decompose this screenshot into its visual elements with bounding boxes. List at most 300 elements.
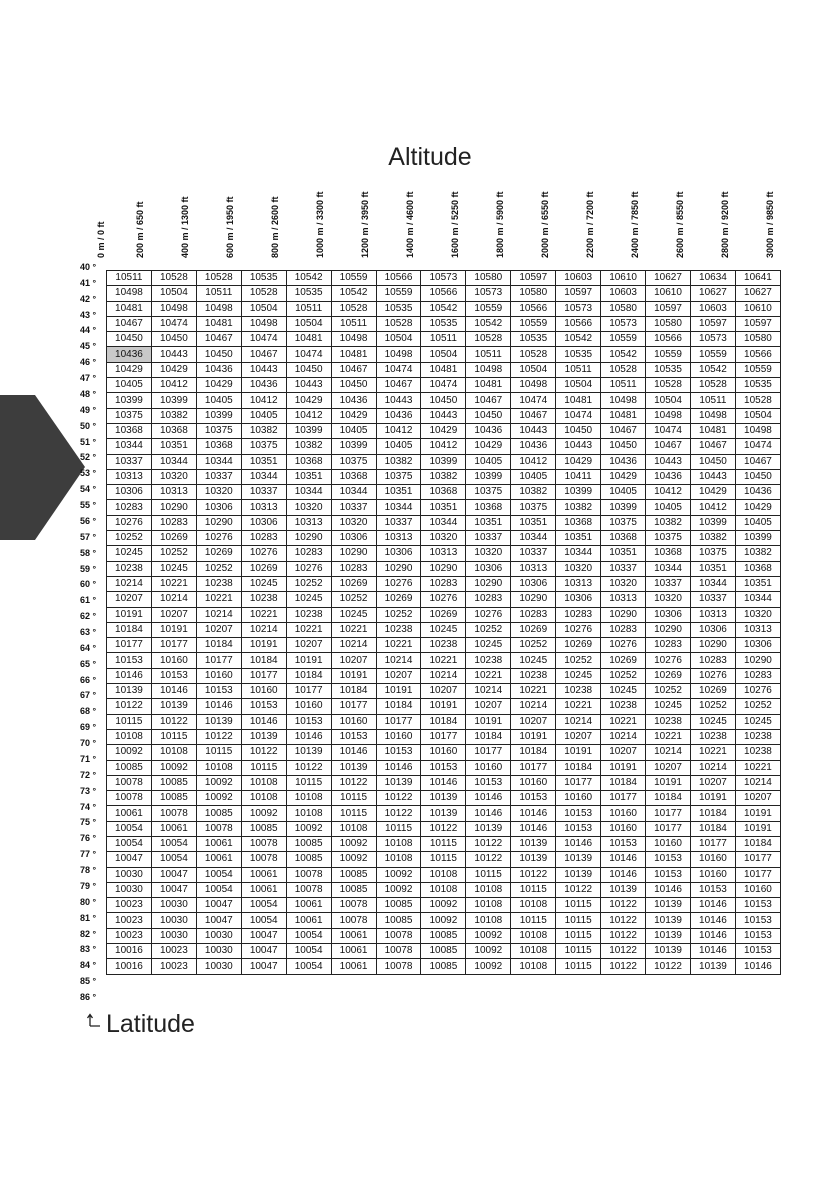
altitude-label-text: 0 m / 0 ft <box>96 221 106 258</box>
table-cell: 10450 <box>196 347 241 362</box>
table-cell: 10405 <box>601 485 646 500</box>
table-cell: 10047 <box>241 928 286 943</box>
table-cell: 10085 <box>286 836 331 851</box>
table-cell: 10504 <box>241 301 286 316</box>
table-cell: 10405 <box>331 423 376 438</box>
table-cell: 10399 <box>421 454 466 469</box>
table-row <box>107 622 781 637</box>
table-row <box>107 531 781 546</box>
table-cell: 10511 <box>556 362 601 377</box>
table-cell: 10283 <box>466 592 511 607</box>
table-cell: 10566 <box>735 347 780 362</box>
table-cell: 10337 <box>376 515 421 530</box>
table-cell: 10160 <box>331 714 376 729</box>
table-cell: 10153 <box>556 806 601 821</box>
table-cell: 10252 <box>376 607 421 622</box>
altitude-label-text: 1400 m / 4600 ft <box>404 191 415 258</box>
table-cell: 10160 <box>601 821 646 836</box>
table-cell: 10351 <box>511 515 556 530</box>
table-cell: 10344 <box>241 469 286 484</box>
table-cell: 10160 <box>376 729 421 744</box>
table-cell: 10474 <box>241 332 286 347</box>
altitude-label-text: 400 m / 1300 ft <box>179 196 190 258</box>
table-cell: 10160 <box>421 745 466 760</box>
table-cell: 10054 <box>241 898 286 913</box>
table-cell: 10337 <box>690 592 735 607</box>
table-cell: 10139 <box>241 729 286 744</box>
latitude-label: 78 ° <box>80 865 97 876</box>
latitude-label: 85 ° <box>80 976 97 987</box>
table-cell: 10467 <box>466 393 511 408</box>
table-cell: 10078 <box>376 944 421 959</box>
table-cell: 10108 <box>511 928 556 943</box>
table-cell: 10115 <box>151 729 196 744</box>
table-cell: 10504 <box>421 347 466 362</box>
altitude-label <box>583 191 597 258</box>
table-cell: 10092 <box>196 791 241 806</box>
table-cell: 10443 <box>646 454 691 469</box>
table-cell: 10443 <box>286 378 331 393</box>
table-cell: 10450 <box>735 469 780 484</box>
table-cell: 10139 <box>286 745 331 760</box>
table-cell: 10412 <box>151 378 196 393</box>
table-row <box>107 775 781 790</box>
table-cell: 10511 <box>286 301 331 316</box>
table-cell: 10542 <box>556 332 601 347</box>
table-cell: 10542 <box>286 271 331 286</box>
table-cell: 10474 <box>735 439 780 454</box>
table-cell: 10023 <box>151 944 196 959</box>
table-cell: 10504 <box>511 362 556 377</box>
table-cell: 10122 <box>556 882 601 897</box>
table-cell: 10139 <box>646 928 691 943</box>
table-cell: 10627 <box>646 271 691 286</box>
table-cell: 10207 <box>511 714 556 729</box>
table-cell: 10238 <box>735 745 780 760</box>
table-cell: 10238 <box>601 699 646 714</box>
altitude-label-text: 1000 m / 3300 ft <box>314 191 325 258</box>
table-cell: 10436 <box>196 362 241 377</box>
table-cell: 10085 <box>196 806 241 821</box>
table-cell: 10368 <box>421 485 466 500</box>
table-cell: 10450 <box>286 362 331 377</box>
table-cell: 10474 <box>286 347 331 362</box>
table-cell: 10092 <box>421 913 466 928</box>
table-cell: 10450 <box>331 378 376 393</box>
table-cell: 10146 <box>511 821 556 836</box>
table-cell: 10160 <box>690 852 735 867</box>
table-cell: 10245 <box>421 622 466 637</box>
table-cell: 10115 <box>107 714 152 729</box>
table-cell: 10269 <box>196 546 241 561</box>
table-cell: 10108 <box>196 760 241 775</box>
table-cell: 10597 <box>735 316 780 331</box>
table-cell: 10283 <box>511 607 556 622</box>
table-cell: 10399 <box>466 469 511 484</box>
table-cell: 10214 <box>735 775 780 790</box>
table-cell: 10160 <box>466 760 511 775</box>
table-cell: 10122 <box>331 775 376 790</box>
table-cell: 10474 <box>421 378 466 393</box>
table-cell: 10078 <box>107 775 152 790</box>
table-cell: 10207 <box>196 622 241 637</box>
table-cell: 10191 <box>241 638 286 653</box>
table-cell: 10375 <box>241 439 286 454</box>
table-cell: 10092 <box>286 821 331 836</box>
table-cell: 10603 <box>556 271 601 286</box>
table-cell: 10085 <box>241 821 286 836</box>
latitude-label: 84 ° <box>80 960 97 971</box>
table-cell: 10252 <box>196 561 241 576</box>
table-cell: 10542 <box>331 286 376 301</box>
table-cell: 10481 <box>690 423 735 438</box>
table-cell: 10191 <box>556 745 601 760</box>
table-cell: 10313 <box>556 576 601 591</box>
table-cell: 10054 <box>196 867 241 882</box>
table-cell: 10252 <box>466 622 511 637</box>
table-cell: 10078 <box>331 913 376 928</box>
table-cell: 10405 <box>466 454 511 469</box>
table-row <box>107 546 781 561</box>
table-row <box>107 791 781 806</box>
table-cell: 10078 <box>241 836 286 851</box>
table-cell: 10481 <box>601 408 646 423</box>
table-cell: 10559 <box>511 316 556 331</box>
table-row <box>107 913 781 928</box>
table-cell: 10337 <box>241 485 286 500</box>
table-cell: 10146 <box>196 699 241 714</box>
table-cell: 10146 <box>466 806 511 821</box>
table-cell: 10443 <box>151 347 196 362</box>
table-cell: 10245 <box>331 607 376 622</box>
table-cell: 10061 <box>241 867 286 882</box>
table-row <box>107 821 781 836</box>
table-cell: 10252 <box>286 576 331 591</box>
table-cell: 10047 <box>241 944 286 959</box>
table-cell: 10221 <box>151 576 196 591</box>
table-cell: 10047 <box>196 913 241 928</box>
table-cell: 10337 <box>107 454 152 469</box>
table-cell: 10115 <box>421 836 466 851</box>
table-cell: 10122 <box>376 791 421 806</box>
table-cell: 10061 <box>196 836 241 851</box>
table-cell: 10153 <box>376 745 421 760</box>
table-row <box>107 668 781 683</box>
table-cell: 10092 <box>196 775 241 790</box>
table-cell: 10535 <box>286 286 331 301</box>
table-row <box>107 898 781 913</box>
altitude-label-text: 1600 m / 5250 ft <box>449 191 460 258</box>
table-cell: 10238 <box>556 684 601 699</box>
altitude-label-text: 3000 m / 9850 ft <box>764 191 775 258</box>
table-cell: 10184 <box>556 760 601 775</box>
table-cell: 10399 <box>196 408 241 423</box>
table-cell: 10146 <box>151 684 196 699</box>
table-cell: 10337 <box>511 546 556 561</box>
table-cell: 10498 <box>735 423 780 438</box>
table-cell: 10306 <box>466 561 511 576</box>
latitude-label: 67 ° <box>80 690 97 701</box>
table-cell: 10177 <box>196 653 241 668</box>
table-cell: 10290 <box>376 561 421 576</box>
table-cell: 10122 <box>466 836 511 851</box>
table-cell: 10337 <box>466 531 511 546</box>
table-cell: 10023 <box>151 959 196 974</box>
table-cell: 10108 <box>466 898 511 913</box>
table-cell: 10177 <box>646 806 691 821</box>
table-cell: 10344 <box>331 485 376 500</box>
table-cell: 10399 <box>690 515 735 530</box>
table-cell: 10214 <box>646 745 691 760</box>
table-cell: 10191 <box>601 760 646 775</box>
table-cell: 10344 <box>690 576 735 591</box>
latitude-label: 83 ° <box>80 944 97 955</box>
latitude-label: 60 ° <box>80 579 97 590</box>
table-cell: 10078 <box>241 852 286 867</box>
table-cell: 10399 <box>151 393 196 408</box>
latitude-label: 75 ° <box>80 817 97 828</box>
table-cell: 10283 <box>151 515 196 530</box>
table-cell: 10411 <box>556 469 601 484</box>
table-cell: 10092 <box>466 928 511 943</box>
table-cell: 10245 <box>466 638 511 653</box>
table-cell: 10214 <box>376 653 421 668</box>
table-cell: 10528 <box>690 378 735 393</box>
table-cell: 10245 <box>646 699 691 714</box>
table-cell: 10122 <box>241 745 286 760</box>
table-cell: 10269 <box>646 668 691 683</box>
table-cell: 10153 <box>735 913 780 928</box>
table-cell: 10177 <box>735 852 780 867</box>
table-cell: 10580 <box>511 286 556 301</box>
table-cell: 10078 <box>331 898 376 913</box>
table-cell: 10191 <box>511 729 556 744</box>
table-cell: 10344 <box>646 561 691 576</box>
table-cell: 10092 <box>107 745 152 760</box>
table-cell: 10047 <box>151 882 196 897</box>
table-cell: 10085 <box>421 944 466 959</box>
table-cell: 10580 <box>735 332 780 347</box>
table-cell: 10047 <box>151 867 196 882</box>
table-row <box>107 882 781 897</box>
table-cell: 10108 <box>421 867 466 882</box>
latitude-label: 50 ° <box>80 420 97 431</box>
table-cell: 10177 <box>421 729 466 744</box>
table-cell: 10160 <box>151 653 196 668</box>
table-cell: 10221 <box>196 592 241 607</box>
latitude-label: 80 ° <box>80 896 97 907</box>
table-cell: 10146 <box>690 913 735 928</box>
latitude-label: 52 ° <box>80 452 97 463</box>
table-cell: 10375 <box>376 469 421 484</box>
table-row <box>107 959 781 974</box>
table-cell: 10320 <box>646 592 691 607</box>
table-cell: 10320 <box>196 485 241 500</box>
table-cell: 10054 <box>286 944 331 959</box>
table-cell: 10115 <box>511 913 556 928</box>
table-row <box>107 439 781 454</box>
table-cell: 10290 <box>196 515 241 530</box>
table-cell: 10153 <box>421 760 466 775</box>
altitude-label-text: 2600 m / 8550 ft <box>674 191 685 258</box>
latitude-label: 74 ° <box>80 801 97 812</box>
table-cell: 10535 <box>376 301 421 316</box>
table-cell: 10146 <box>646 882 691 897</box>
table-cell: 10221 <box>601 714 646 729</box>
table-cell: 10283 <box>286 546 331 561</box>
table-cell: 10351 <box>601 546 646 561</box>
table-cell: 10276 <box>646 653 691 668</box>
latitude-label: 59 ° <box>80 563 97 574</box>
table-cell: 10368 <box>196 439 241 454</box>
table-cell: 10207 <box>466 699 511 714</box>
table-cell: 10139 <box>556 852 601 867</box>
table-row <box>107 928 781 943</box>
table-cell: 10207 <box>107 592 152 607</box>
table-cell: 10245 <box>601 684 646 699</box>
table-cell: 10443 <box>421 408 466 423</box>
table-cell: 10108 <box>286 791 331 806</box>
table-cell: 10351 <box>556 531 601 546</box>
table-cell: 10399 <box>735 531 780 546</box>
table-cell: 10146 <box>421 775 466 790</box>
table-cell: 10146 <box>241 714 286 729</box>
table-cell: 10122 <box>376 806 421 821</box>
table-cell: 10030 <box>151 898 196 913</box>
table-cell: 10481 <box>107 301 152 316</box>
table-cell: 10191 <box>466 714 511 729</box>
table-cell: 10504 <box>151 286 196 301</box>
table-row <box>107 852 781 867</box>
table-cell: 10306 <box>556 592 601 607</box>
table-cell: 10177 <box>466 745 511 760</box>
altitude-label <box>133 201 147 258</box>
table-cell: 10313 <box>286 515 331 530</box>
table-cell: 10207 <box>421 684 466 699</box>
table-cell: 10108 <box>511 898 556 913</box>
table-cell: 10481 <box>196 316 241 331</box>
table-cell: 10511 <box>331 316 376 331</box>
table-cell: 10443 <box>376 393 421 408</box>
table-cell: 10108 <box>511 944 556 959</box>
table-cell: 10160 <box>196 668 241 683</box>
table-cell: 10405 <box>511 469 556 484</box>
table-row <box>107 332 781 347</box>
table-cell: 10368 <box>107 423 152 438</box>
table-cell: 10450 <box>690 454 735 469</box>
table-cell: 10160 <box>601 806 646 821</box>
latitude-label: 57 ° <box>80 531 97 542</box>
altitude-label-text: 2200 m / 7200 ft <box>584 191 595 258</box>
table-cell: 10252 <box>646 684 691 699</box>
table-cell: 10504 <box>735 408 780 423</box>
table-cell: 10276 <box>241 546 286 561</box>
table-cell: 10108 <box>376 852 421 867</box>
table-cell: 10443 <box>511 423 556 438</box>
table-cell: 10375 <box>690 546 735 561</box>
table-row <box>107 760 781 775</box>
latitude-text: Latitude <box>106 1010 195 1038</box>
table-cell: 10085 <box>376 913 421 928</box>
table-cell: 10214 <box>241 622 286 637</box>
table-cell: 10184 <box>196 638 241 653</box>
table-cell: 10290 <box>511 592 556 607</box>
table-cell: 10191 <box>646 775 691 790</box>
table-cell: 10290 <box>601 607 646 622</box>
table-cell: 10146 <box>556 836 601 851</box>
table-cell: 10146 <box>690 898 735 913</box>
table-cell: 10252 <box>601 668 646 683</box>
table-cell: 10276 <box>601 638 646 653</box>
table-cell: 10344 <box>196 454 241 469</box>
table-cell: 10269 <box>511 622 556 637</box>
table-cell: 10054 <box>151 836 196 851</box>
table-row <box>107 699 781 714</box>
table-cell: 10429 <box>690 485 735 500</box>
table-cell: 10207 <box>286 638 331 653</box>
table-cell: 10115 <box>556 898 601 913</box>
table-cell: 10139 <box>511 852 556 867</box>
latitude-label: 53 ° <box>80 468 97 479</box>
table-cell: 10320 <box>466 546 511 561</box>
table-cell: 10481 <box>466 378 511 393</box>
latitude-label: 48 ° <box>80 388 97 399</box>
table-cell: 10429 <box>286 393 331 408</box>
table-cell: 10368 <box>286 454 331 469</box>
table-cell: 10153 <box>107 653 152 668</box>
table-cell: 10108 <box>421 882 466 897</box>
table-cell: 10429 <box>735 500 780 515</box>
table-cell: 10030 <box>196 944 241 959</box>
table-cell: 10429 <box>466 439 511 454</box>
table-cell: 10238 <box>690 729 735 744</box>
table-cell: 10269 <box>421 607 466 622</box>
table-cell: 10238 <box>196 576 241 591</box>
latitude-label: 70 ° <box>80 738 97 749</box>
table-cell: 10245 <box>286 592 331 607</box>
table-cell: 10535 <box>421 316 466 331</box>
table-cell: 10559 <box>376 286 421 301</box>
altitude-label-text: 600 m / 1950 ft <box>224 196 235 258</box>
table-cell: 10306 <box>241 515 286 530</box>
table-cell: 10450 <box>107 332 152 347</box>
table-cell: 10313 <box>107 469 152 484</box>
table-cell: 10474 <box>646 423 691 438</box>
table-cell: 10399 <box>601 500 646 515</box>
table-cell: 10122 <box>601 928 646 943</box>
latitude-label: 56 ° <box>80 515 97 526</box>
table-cell: 10269 <box>601 653 646 668</box>
table-cell: 10054 <box>196 882 241 897</box>
table-row <box>107 806 781 821</box>
table-cell: 10139 <box>196 714 241 729</box>
table-cell: 10139 <box>601 882 646 897</box>
table-cell: 10283 <box>421 576 466 591</box>
table-cell: 10436 <box>376 408 421 423</box>
table-cell: 10467 <box>376 378 421 393</box>
latitude-label: 69 ° <box>80 722 97 733</box>
table-cell: 10184 <box>466 729 511 744</box>
table-cell: 10191 <box>376 684 421 699</box>
table-cell: 10054 <box>241 913 286 928</box>
table-cell: 10184 <box>735 836 780 851</box>
table-row <box>107 515 781 530</box>
altitude-label <box>538 191 552 258</box>
table-cell: 10177 <box>646 821 691 836</box>
table-cell: 10306 <box>331 531 376 546</box>
table-cell: 10122 <box>196 729 241 744</box>
table-cell: 10092 <box>376 882 421 897</box>
